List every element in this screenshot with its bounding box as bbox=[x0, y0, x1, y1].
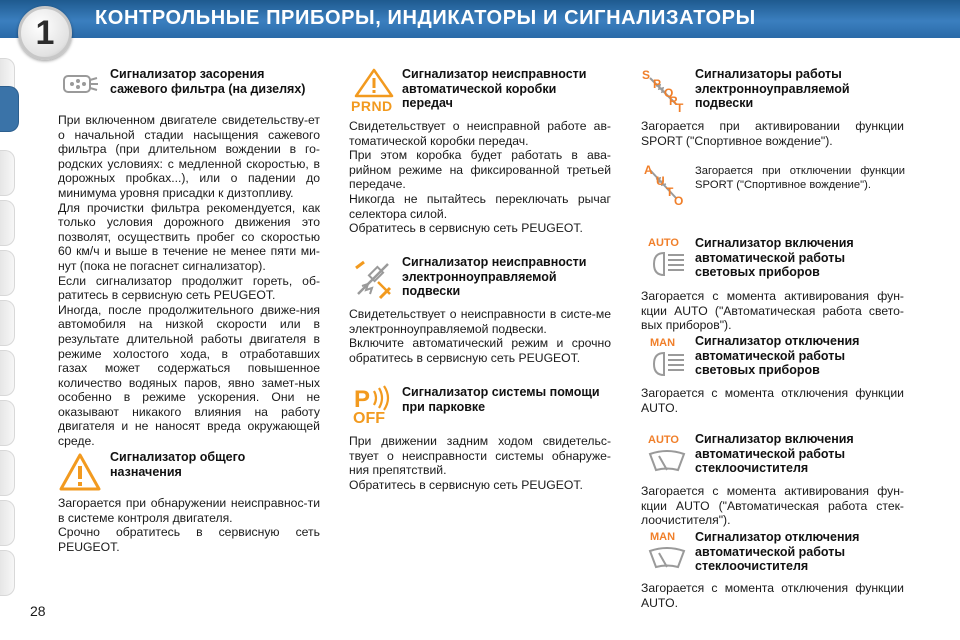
diesel-filter-title: Сигнализатор засорения сажевого фильтра (на дизелях) bbox=[110, 67, 306, 96]
sport-letter-o: O bbox=[664, 86, 674, 100]
diesel-filter-icon bbox=[60, 70, 100, 103]
auto-letter-o: O bbox=[674, 194, 684, 206]
side-tab-7[interactable] bbox=[0, 350, 15, 396]
auto-lights-on-title: Сигнализатор включения автоматической работы световых приборов bbox=[695, 236, 854, 279]
man-lights-label: MAN bbox=[650, 337, 676, 349]
svg-text:P: P bbox=[354, 386, 371, 411]
suspension-fault-text: Свидетельствует о неисправности в систе-ме электронноуправляемой подвески. Включите автоматический режим и срочно обратитесь в сервисную сеть PEUGEOT. bbox=[349, 307, 611, 365]
side-tab-9[interactable] bbox=[0, 450, 15, 496]
suspension-sport-text: Загорается при активировании функции SPORT ("Спортивное вождение"). bbox=[641, 119, 904, 148]
page-title: КОНТРОЛЬНЫЕ ПРИБОРЫ, ИНДИКАТОРЫ И СИГНАЛИЗАТОРЫ bbox=[95, 7, 756, 29]
parking-assist-title: Сигнализатор системы помощи при парковке bbox=[402, 385, 600, 414]
auto-wipers-off-icon bbox=[646, 531, 688, 571]
auto-wipers-on-title: Сигнализатор включения автоматической работы стеклоочистителя bbox=[695, 432, 854, 475]
auto-lights-off-title: Сигнализатор отключения автоматической работы световых приборов bbox=[695, 334, 860, 377]
parking-assist-text: При движении задним ходом свидетельс-твует о неисправности системы обнаруже-ния препятствий. Обратитесь в сервисную сеть PEUGEOT. bbox=[349, 434, 611, 492]
gearbox-fault-text: Свидетельствует о неисправной работе ав-томатической коробки передач. При этом коробка будет работать в ава-рийном режиме на фиксированной третьей передаче. Никогда не пытайтесь переключать рычаг селектора силой. Обратитесь в сервисную сеть PEUGEOT. bbox=[349, 119, 611, 236]
auto-letter-a: A bbox=[644, 163, 653, 177]
side-tab-active[interactable] bbox=[0, 86, 19, 132]
suspension-auto-icon bbox=[640, 160, 686, 206]
auto-wipers-off-text: Загорается с момента отключения функции AUTO. bbox=[641, 581, 904, 610]
suspension-fault-icon bbox=[352, 258, 394, 305]
man-wipers-label: MAN bbox=[650, 531, 676, 543]
general-warning-text: Загорается при обнаружении неисправнос-ти в системе контроля двигателя. Срочно обратитесь в сервисную сеть PEUGEOT. bbox=[58, 496, 320, 554]
page-header bbox=[0, 0, 960, 38]
general-warning-title: Сигнализатор общего назначения bbox=[110, 450, 246, 479]
diesel-filter-text: При включенном двигателе свидетельству-ет о начальной стадии насыщения сажевого фильтра (при длительном вождении в го-родских условиях: с медленной скоростью, в дорожных пробках...), или о падении до минимума уровня присадки к дизтопливу. Для прочистки фильтра рекомендуется, как только условия дорожного движения это позволят, осуществить пробег со скоростью 60 км/ч и выше в течение не менее пяти ми-нут (пока не погаснет сигнализатор). Если сигнализатор продолжит гореть, об-ратитесь в сервисную сеть PEUGEOT. Иногда, после продолжительного движе-ния автомобиля на низкой скорости или в результате длительной работы двигателя в режиме холостого хода, в отработавших газах может содержаться повышенное количество водяных паров, явно замет-ных особенно в режиме ускорения. Они не оказывают никакого влияния на работу двигателя и не наносят вреда окружающей среде. bbox=[58, 113, 320, 449]
auto-wipers-on-icon bbox=[646, 434, 688, 474]
suspension-auto-text: Загорается при отключении функции SPORT ("Спортивное вождение"). bbox=[695, 165, 905, 191]
gearbox-fault-title: Сигнализатор неисправности автоматической коробки передач bbox=[402, 67, 587, 110]
auto-letter-t: T bbox=[666, 185, 674, 199]
gearbox-fault-icon bbox=[350, 68, 398, 114]
side-tab-4[interactable] bbox=[0, 200, 15, 246]
suspension-sport-icon bbox=[640, 66, 686, 112]
warning-triangle-icon bbox=[58, 452, 102, 497]
side-tab-8[interactable] bbox=[0, 400, 15, 446]
side-tab-3[interactable] bbox=[0, 150, 15, 196]
auto-wipers-on-text: Загорается с момента активирования фун-кции AUTO ("Автоматическая работа стек-лоочистителя"). bbox=[641, 484, 904, 528]
parking-assist-icon bbox=[352, 385, 398, 431]
side-tab-10[interactable] bbox=[0, 500, 15, 546]
side-tab-6[interactable] bbox=[0, 300, 15, 346]
off-label: OFF bbox=[353, 410, 385, 427]
chapter-number-badge bbox=[18, 6, 72, 60]
auto-wipers-off-title: Сигнализатор отключения автоматической работы стеклоочистителя bbox=[695, 530, 860, 573]
prnd-label: PRND bbox=[351, 98, 393, 114]
auto-lights-off-icon bbox=[646, 337, 688, 377]
side-tab-11[interactable] bbox=[0, 550, 15, 596]
sport-letter-p: P bbox=[653, 77, 662, 91]
sport-letter-r: R bbox=[669, 94, 678, 108]
sport-letter-t: T bbox=[676, 101, 684, 112]
side-tab-5[interactable] bbox=[0, 250, 15, 296]
suspension-fault-title: Сигнализатор неисправности электронноуправляемой подвески bbox=[402, 255, 587, 298]
auto-wipers-on-label: AUTO bbox=[648, 434, 679, 446]
auto-lights-on-icon bbox=[646, 237, 688, 277]
auto-lights-on-text: Загорается с момента активирования фун-кции AUTO ("Автоматическая работа свето-вых приборов"). bbox=[641, 289, 904, 333]
suspension-sport-title: Сигнализаторы работы электронноуправляемой подвески bbox=[695, 67, 850, 110]
page-number: 28 bbox=[30, 603, 46, 619]
auto-lights-on-label: AUTO bbox=[648, 237, 679, 249]
sport-letter-s: S bbox=[642, 68, 651, 82]
auto-lights-off-text: Загорается с момента отключения функции AUTO. bbox=[641, 386, 904, 415]
auto-letter-u: U bbox=[656, 174, 665, 188]
chapter-number: 1 bbox=[35, 14, 55, 52]
